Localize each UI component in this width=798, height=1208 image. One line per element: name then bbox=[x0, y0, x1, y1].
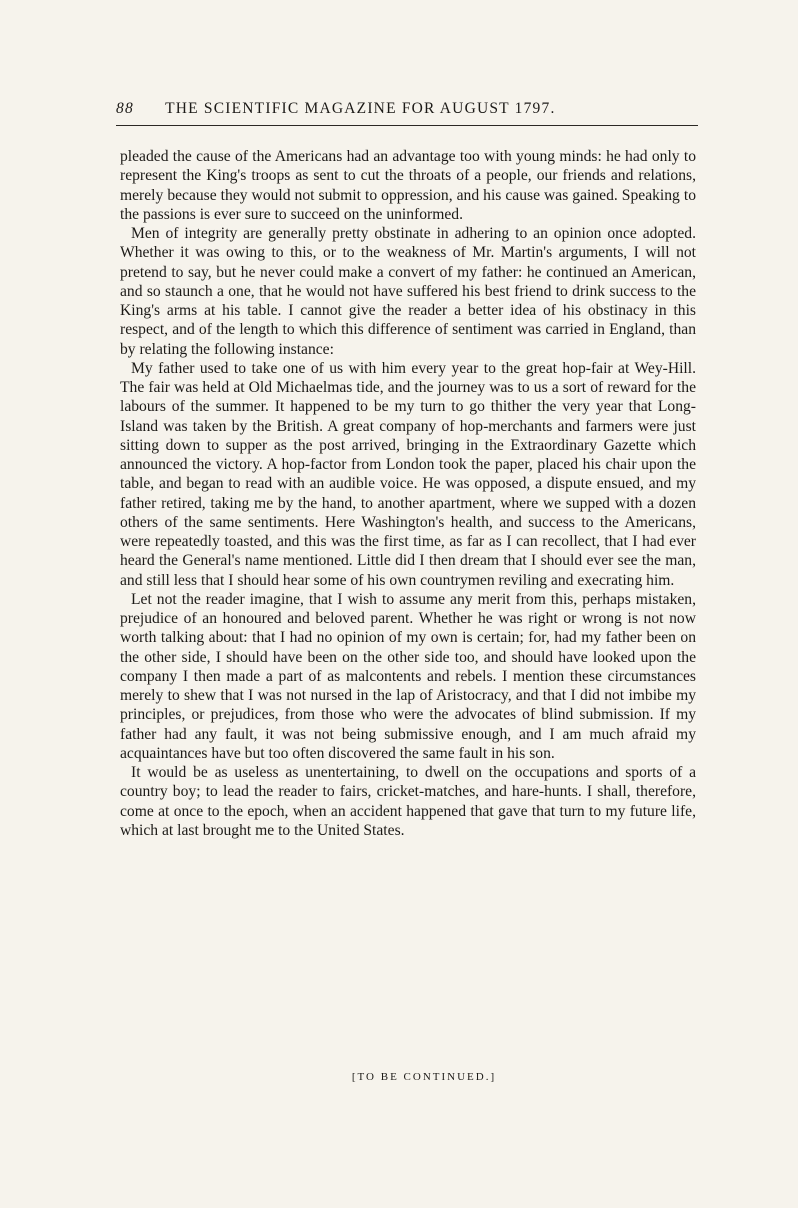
paragraph-1: pleaded the cause of the Americans had an advantage too with young minds: he had only to represent the King's troops as sent to cut the throats of a people, our friends and relations, merely because they would not submit to oppression, and his cause was gained. Speaking to the passions is ever sure to succeed on the uninformed. bbox=[120, 148, 696, 223]
to-be-continued: [TO BE CONTINUED.] bbox=[351, 1071, 497, 1083]
page-number: 88 bbox=[116, 100, 134, 117]
running-title: THE SCIENTIFIC MAGAZINE FOR AUGUST 1797. bbox=[165, 100, 556, 117]
paragraph-3: My father used to take one of us with him every year to the great hop-fair at Wey-Hill. The fair was held at Old Michaelmas tide, and the journey was to us a sort of reward for the labours of the summer. It happened to be my turn to go thither the very year that Long-Island was taken by the British. A great company of hop-merchants and farmers were just sitting down to supper as the post arrived, bringing in the Extraordinary Gazette which announced the victory. A hop-factor from London took the paper, placed his chair upon the table, and began to read with an audible voice. He was opposed, a dispute ensued, and my father retired, taking me by the hand, to another apartment, where we supped with a dozen others of the same sentiments. Here Washington's health, and success to the Americans, were repeatedly toasted, and this was the first time, as far as I can recollect, that I had ever heard the General's name mentioned. Little did I then dream that I should ever see the man, and still less that I should hear some of his own countrymen reviling and execrating him. bbox=[120, 359, 696, 589]
paragraph-2: Men of integrity are generally pretty obstinate in adhering to an opinion once adopted. Whether it was owing to this, or to the weakness of Mr. Martin's arguments, I will not pretend to say, but he never could make a convert of my father: he continued an American, and so staunch a one, that he would not have suffered his best friend to drink success to the King's arms at his table. I cannot give the reader a better idea of his obstinacy in this respect, and of the length to which this difference of sentiment was carried in England, than by relating the following instance: bbox=[120, 225, 696, 358]
header-rule bbox=[116, 125, 698, 126]
paragraph-4: Let not the reader imagine, that I wish to assume any merit from this, perhaps mistaken, prejudice of an honoured and beloved parent. Whether he was right or wrong is not now worth talking about: that I had no opinion of my own is certain; for, had my father been on the other side, I should have been on the other side too, and should have looked upon the company I then made a part of as malcontents and rebels. I mention these circumstances merely to shew that I was not nursed in the lap of Aristocracy, and that I did not imbibe my principles, or prejudices, from those who were the advocates of blind submission. If my father had any fault, it was not being submissive enough, and I am much afraid my acquaintances have but too often discovered the same fault in his son. bbox=[120, 590, 696, 762]
paragraph-5: It would be as useless as unentertaining, to dwell on the occupations and sports of a country boy; to lead the reader to fairs, cricket-matches, and hare-hunts. I shall, therefore, come at once to the epoch, when an accident happened that gave that turn to my future life, which at last brought me to the United States. bbox=[120, 764, 696, 839]
running-header bbox=[116, 100, 700, 118]
article-body bbox=[120, 147, 696, 840]
